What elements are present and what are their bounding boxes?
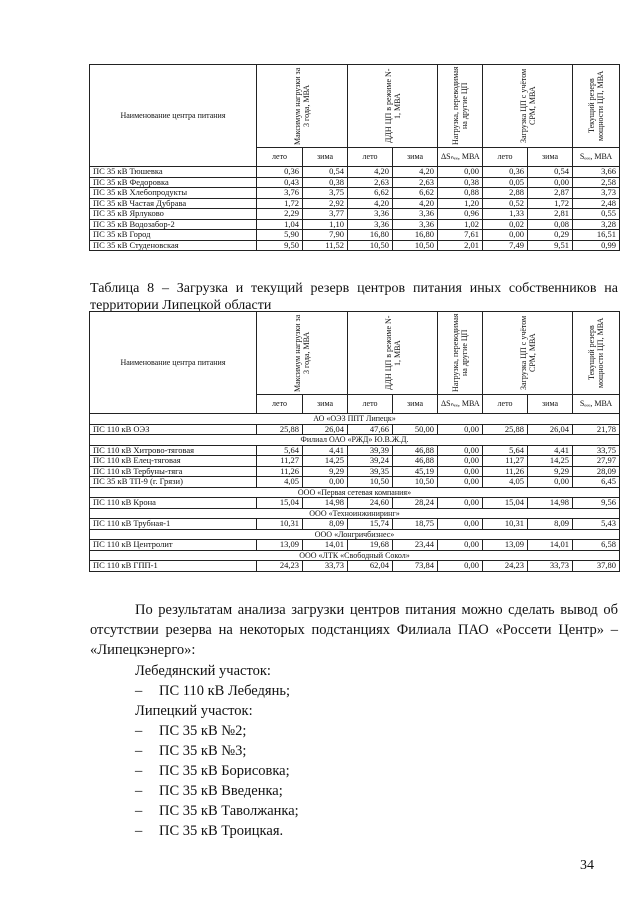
header-name: Наименование центра питания	[90, 65, 257, 167]
substation-name: ПС 35 кВ Федоровка	[90, 177, 257, 188]
table-cell: 11,26	[257, 466, 303, 477]
table-cell: 0,00	[438, 424, 483, 435]
table-cell: 7,61	[438, 230, 483, 241]
table-cell: 0,00	[438, 167, 483, 178]
header-ddn: ДДН ЦП в режиме N-1, МВА	[348, 312, 438, 395]
table-cell: 11,26	[483, 466, 528, 477]
table-cell: 28,09	[573, 466, 620, 477]
table-cell: 0,00	[438, 466, 483, 477]
table-row	[90, 456, 620, 467]
table-8	[89, 311, 620, 572]
lebedyan-heading: Лебедянский участок:	[135, 663, 271, 679]
table-cell: 2,58	[573, 177, 620, 188]
table-cell: 3,73	[573, 188, 620, 199]
table-cell: 62,04	[348, 561, 393, 572]
table-cell: 13,09	[257, 540, 303, 551]
substation-name: ПС 35 кВ Студеновская	[90, 240, 257, 251]
group-row	[90, 487, 620, 498]
table-cell: 2,81	[528, 209, 573, 220]
table-cell: 5,64	[483, 445, 528, 456]
table-cell: 10,50	[393, 477, 438, 488]
table-cell: 0,43	[257, 177, 303, 188]
table-cell: 0,00	[438, 561, 483, 572]
table-cell: 7,90	[303, 230, 348, 241]
table-cell: 0,38	[438, 177, 483, 188]
table-cell: 39,24	[348, 456, 393, 467]
table-row	[90, 240, 620, 251]
subheader-sres: Sₑₑₑ, МВА	[573, 148, 620, 167]
conclusion-paragraph: По результатам анализа загрузки центров питания можно сделать вывод об отсутствии резерва на некоторых подстанциях Филиала ПАО «Россети Центр» – «Липецкэнерго»:	[90, 602, 618, 658]
list-item: – ПС 35 кВ Борисовка;	[135, 763, 290, 779]
header-load-srm: Загрузка ЦП с учётом СРМ, МВА	[483, 65, 573, 148]
header-transfer: Нагрузка, переводимая на другие ЦП	[438, 312, 483, 395]
table-cell: 8,09	[528, 519, 573, 530]
header-transfer: Нагрузка, переводимая на другие ЦП	[438, 65, 483, 148]
table-cell: 0,36	[483, 167, 528, 178]
table-cell: 1,33	[483, 209, 528, 220]
substation-name: ПС 35 кВ Частая Дубрава	[90, 198, 257, 209]
header-reserve: Текущий резерв мощности ЦП, МВА	[573, 65, 620, 148]
table-cell: 0,00	[528, 477, 573, 488]
table-cell: 8,09	[303, 519, 348, 530]
table-cell: 4,20	[348, 167, 393, 178]
substation-name: ПС 35 кВ Город	[90, 230, 257, 241]
table-row	[90, 540, 620, 551]
table-cell: 0,00	[303, 477, 348, 488]
table-cell: 1,04	[257, 219, 303, 230]
table-cell: 15,04	[483, 498, 528, 509]
table-cell: 14,98	[303, 498, 348, 509]
owner-group-label: ООО «Лонгричбизнес»	[90, 529, 620, 540]
table-cell: 0,00	[483, 230, 528, 241]
table-cell: 0,00	[438, 540, 483, 551]
table-cell: 5,90	[257, 230, 303, 241]
table-cell: 15,04	[257, 498, 303, 509]
table-cell: 0,88	[438, 188, 483, 199]
table-cell: 33,75	[573, 445, 620, 456]
subheader-winter: зима	[528, 148, 573, 167]
table-cell: 0,38	[303, 177, 348, 188]
list-item: – ПС 35 кВ Введенка;	[135, 783, 283, 799]
table-row	[90, 466, 620, 477]
table-cell: 4,05	[483, 477, 528, 488]
table-row	[90, 477, 620, 488]
group-row	[90, 414, 620, 425]
table-cell: 19,68	[348, 540, 393, 551]
table-cell: 16,80	[393, 230, 438, 241]
subheader-summer: лето	[257, 395, 303, 414]
substation-name: ПС 35 кВ ТП-9 (г. Грязи)	[90, 477, 257, 488]
substation-name: ПС 110 кВ ОЭЗ	[90, 424, 257, 435]
table-cell: 9,56	[573, 498, 620, 509]
table-cell: 3,36	[393, 219, 438, 230]
table-cell: 23,44	[393, 540, 438, 551]
table-cell: 39,35	[348, 466, 393, 477]
group-row	[90, 529, 620, 540]
substation-name: ПС 110 кВ ГПП-1	[90, 561, 257, 572]
table-cell: 46,88	[393, 456, 438, 467]
table-row	[90, 498, 620, 509]
subheader-summer: лето	[348, 148, 393, 167]
table-cell: 11,27	[257, 456, 303, 467]
table-cell: 24,23	[483, 561, 528, 572]
table-cell: 0,00	[528, 177, 573, 188]
group-row	[90, 435, 620, 446]
table-cell: 3,75	[303, 188, 348, 199]
table-cell: 25,88	[257, 424, 303, 435]
table-cell: 25,88	[483, 424, 528, 435]
table-cell: 21,78	[573, 424, 620, 435]
table-cell: 46,88	[393, 445, 438, 456]
table-cell: 39,39	[348, 445, 393, 456]
group-row	[90, 550, 620, 561]
table-cell: 6,45	[573, 477, 620, 488]
header-ddn: ДДН ЦП в режиме N-1, МВА	[348, 65, 438, 148]
owner-group-label: ООО «Первая сетевая компания»	[90, 487, 620, 498]
table-cell: 14,25	[528, 456, 573, 467]
table-cell: 3,36	[393, 209, 438, 220]
subheader-sres: Sₑₑₑ, МВА	[573, 395, 620, 414]
subheader-summer: лето	[483, 148, 528, 167]
table-cell: 6,62	[393, 188, 438, 199]
substation-name: ПС 35 кВ Хлебопродукты	[90, 188, 257, 199]
table-cell: 6,58	[573, 540, 620, 551]
table-cell: 9,29	[528, 466, 573, 477]
table-cell: 4,41	[528, 445, 573, 456]
table-cell: 0,00	[438, 477, 483, 488]
substation-name: ПС 110 кВ Трубная-1	[90, 519, 257, 530]
table-cell: 5,64	[257, 445, 303, 456]
table-cell: 11,52	[303, 240, 348, 251]
table-cell: 37,80	[573, 561, 620, 572]
table-cell: 27,97	[573, 456, 620, 467]
table-cell: 24,23	[257, 561, 303, 572]
table-cell: 9,29	[303, 466, 348, 477]
table-cell: 33,73	[528, 561, 573, 572]
table-cell: 28,24	[393, 498, 438, 509]
table-cell: 2,48	[573, 198, 620, 209]
list-item: – ПС 35 кВ №2;	[135, 723, 247, 739]
substation-name: ПС 35 кВ Тюшевка	[90, 167, 257, 178]
subheader-winter: зима	[393, 148, 438, 167]
table-cell: 3,76	[257, 188, 303, 199]
table-cell: 0,96	[438, 209, 483, 220]
table-cell: 73,84	[393, 561, 438, 572]
table-cell: 14,01	[303, 540, 348, 551]
page-number: 34	[580, 858, 594, 873]
table-row	[90, 219, 620, 230]
table-cell: 0,02	[483, 219, 528, 230]
table-cell: 2,87	[528, 188, 573, 199]
table-cell: 2,63	[348, 177, 393, 188]
substation-name: ПС 110 кВ Крона	[90, 498, 257, 509]
table-cell: 0,05	[483, 177, 528, 188]
table-row	[90, 424, 620, 435]
list-item: – ПС 35 кВ №3;	[135, 743, 247, 759]
table-8-caption: Таблица 8 – Загрузка и текущий резерв центров питания иных собственников на территории Липецкой области	[90, 281, 618, 313]
table-cell: 1,20	[438, 198, 483, 209]
table-row	[90, 188, 620, 199]
table-cell: 2,88	[483, 188, 528, 199]
lipetsk-heading: Липецкий участок:	[135, 703, 253, 719]
table-cell: 1,72	[257, 198, 303, 209]
table-cell: 11,27	[483, 456, 528, 467]
header-max-load: Максимум нагрузки за 3 года, МВА	[257, 65, 348, 148]
table-cell: 0,52	[483, 198, 528, 209]
table-row	[90, 167, 620, 178]
group-row	[90, 508, 620, 519]
table-cell: 3,77	[303, 209, 348, 220]
table-cell: 0,55	[573, 209, 620, 220]
table-cell: 15,74	[348, 519, 393, 530]
table-cell: 0,08	[528, 219, 573, 230]
list-item: – ПС 110 кВ Лебедянь;	[135, 683, 290, 699]
header-load-srm: Загрузка ЦП с учётом СРМ, МВА	[483, 312, 573, 395]
subheader-winter: зима	[393, 395, 438, 414]
table-cell: 0,00	[438, 456, 483, 467]
header-reserve: Текущий резерв мощности ЦП, МВА	[573, 312, 620, 395]
table-row	[90, 561, 620, 572]
table-cell: 33,73	[303, 561, 348, 572]
table-cell: 2,63	[393, 177, 438, 188]
table-cell: 14,98	[528, 498, 573, 509]
table-cell: 10,50	[393, 240, 438, 251]
list-item: – ПС 35 кВ Троицкая.	[135, 823, 284, 839]
table-cell: 26,04	[303, 424, 348, 435]
table-cell: 3,36	[348, 219, 393, 230]
subheader-summer: лето	[483, 395, 528, 414]
table-cell: 50,00	[393, 424, 438, 435]
table-cell: 4,05	[257, 477, 303, 488]
table-cell: 7,49	[483, 240, 528, 251]
table-cell: 1,10	[303, 219, 348, 230]
table-cell: 10,31	[483, 519, 528, 530]
table-cell: 1,02	[438, 219, 483, 230]
table-cell: 13,09	[483, 540, 528, 551]
table-cell: 18,75	[393, 519, 438, 530]
table-cell: 2,01	[438, 240, 483, 251]
table-cell: 0,29	[528, 230, 573, 241]
table-row	[90, 230, 620, 241]
substation-name: ПС 110 кВ Центролит	[90, 540, 257, 551]
subheader-ds: ΔSₙₑₑ, МВА	[438, 148, 483, 167]
table-cell: 0,54	[528, 167, 573, 178]
substation-name: ПС 35 кВ Ярлуково	[90, 209, 257, 220]
table-cell: 3,28	[573, 219, 620, 230]
table-cell: 10,50	[348, 477, 393, 488]
table-cell: 10,50	[348, 240, 393, 251]
subheader-summer: лето	[348, 395, 393, 414]
substation-name: ПС 110 кВ Хитрово-тяговая	[90, 445, 257, 456]
owner-group-label: АО «ОЭЗ ППТ Липецк»	[90, 414, 620, 425]
header-name: Наименование центра питания	[90, 312, 257, 414]
table-cell: 14,25	[303, 456, 348, 467]
table-cell: 9,51	[528, 240, 573, 251]
table-cell: 6,62	[348, 188, 393, 199]
table-cell: 10,31	[257, 519, 303, 530]
table-cell: 3,36	[348, 209, 393, 220]
table-cell: 0,36	[257, 167, 303, 178]
substation-name: ПС 110 кВ Тербуны-тяга	[90, 466, 257, 477]
table-cell: 0,00	[438, 498, 483, 509]
table-cell: 16,51	[573, 230, 620, 241]
owner-group-label: Филиал ОАО «РЖД» Ю.В.Ж.Д.	[90, 435, 620, 446]
table-cell: 5,43	[573, 519, 620, 530]
table-cell: 2,92	[303, 198, 348, 209]
table-row	[90, 519, 620, 530]
table-cell: 47,66	[348, 424, 393, 435]
table-cell: 4,20	[393, 198, 438, 209]
subheader-summer: лето	[257, 148, 303, 167]
table-cell: 0,00	[438, 519, 483, 530]
table-cell: 45,19	[393, 466, 438, 477]
owner-group-label: ООО «Техноинжиниринг»	[90, 508, 620, 519]
table-cell: 14,01	[528, 540, 573, 551]
table-cell: 3,66	[573, 167, 620, 178]
subheader-ds: ΔSₙₑₑ, МВА	[438, 395, 483, 414]
table-cell: 0,00	[438, 445, 483, 456]
substation-name: ПС 110 кВ Елец-тяговая	[90, 456, 257, 467]
table-cell: 24,60	[348, 498, 393, 509]
table-row	[90, 198, 620, 209]
table-cell: 26,04	[528, 424, 573, 435]
header-max-load: Максимум нагрузки за 3 года, МВА	[257, 312, 348, 395]
table-cell: 16,80	[348, 230, 393, 241]
owner-group-label: ООО «ЛТК «Свободный Сокол»	[90, 550, 620, 561]
table-row	[90, 177, 620, 188]
table-cell: 4,20	[393, 167, 438, 178]
table-cell: 4,20	[348, 198, 393, 209]
substation-name: ПС 35 кВ Водозабор-2	[90, 219, 257, 230]
table-1	[89, 64, 620, 251]
table-cell: 2,29	[257, 209, 303, 220]
table-cell: 0,99	[573, 240, 620, 251]
subheader-winter: зима	[303, 395, 348, 414]
table-cell: 4,41	[303, 445, 348, 456]
subheader-winter: зима	[528, 395, 573, 414]
list-item: – ПС 35 кВ Таволжанка;	[135, 803, 299, 819]
table-row	[90, 209, 620, 220]
table-cell: 9,50	[257, 240, 303, 251]
subheader-winter: зима	[303, 148, 348, 167]
table-row	[90, 445, 620, 456]
table-cell: 0,54	[303, 167, 348, 178]
table-cell: 1,72	[528, 198, 573, 209]
